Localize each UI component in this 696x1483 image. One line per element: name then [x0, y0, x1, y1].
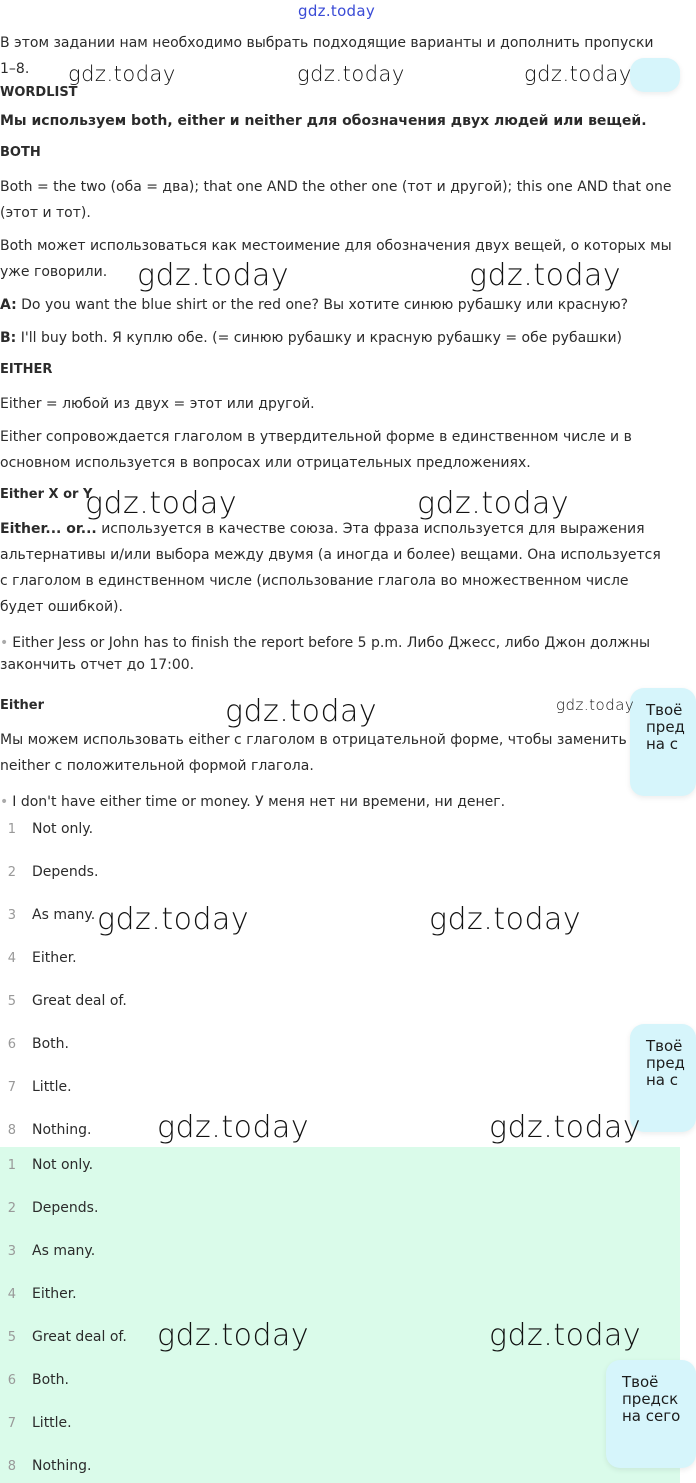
answer-text: As many.	[32, 907, 96, 923]
watermark: gdz.today	[68, 62, 176, 86]
answer-number: 5	[7, 994, 16, 1009]
either-negative-example	[0, 791, 660, 813]
answer-row	[0, 1282, 77, 1306]
answer-number: 2	[7, 1201, 16, 1216]
answer-row	[0, 1196, 98, 1220]
both-definition: Both = the two (оба = два); that one AND the other one (тот и другой); this one AND that one (этот и тот).	[0, 179, 672, 221]
answer-text: As many.	[32, 1243, 96, 1259]
site-logo[interactable]: gdz.today	[298, 2, 376, 20]
example-a-label: A:	[0, 297, 17, 313]
example-b-text: I'll buy both. Я куплю обе. (= синюю рубашку и красную рубашку = обе рубашки)	[16, 330, 622, 346]
bullet-dot: •	[0, 794, 9, 810]
answer-row	[0, 1075, 72, 1099]
example-b-label: B:	[0, 330, 17, 346]
answer-number: 6	[7, 1373, 16, 1388]
watermark: gdz.today	[429, 902, 582, 937]
answer-text: Little.	[32, 1079, 72, 1095]
answer-text: Great deal of.	[32, 1329, 127, 1345]
answer-text: Both.	[32, 1036, 69, 1052]
intro-text: В этом задании нам необходимо выбрать подходящие варианты и дополнить пропуски 1–8.	[0, 35, 654, 77]
answer-number: 6	[7, 1037, 16, 1052]
usage-intro: Мы используем both, either и neither для обозначения двух людей или вещей.	[0, 113, 647, 129]
answer-number: 5	[7, 1330, 16, 1345]
answer-text: Nothing.	[32, 1458, 92, 1474]
watermark: gdz.today	[97, 902, 250, 937]
either-negative-example-text: I don't have either time or money. У меня нет ни времени, ни денег.	[12, 794, 506, 810]
answer-number: 4	[7, 951, 16, 966]
answer-text: Great deal of.	[32, 993, 127, 1009]
answer-row	[0, 1118, 92, 1142]
answer-number: 1	[7, 1158, 16, 1173]
either-definition: Either = любой из двух = этот или другой.	[0, 396, 315, 412]
watermark: gdz.today	[85, 486, 238, 521]
watermark: gdz.today	[225, 694, 378, 729]
answer-number: 8	[7, 1123, 16, 1138]
both-pronoun-text: Both может использоваться как местоимение для обозначения двух вещей, о которых мы уже говорили.	[0, 238, 672, 280]
answer-number: 4	[7, 1287, 16, 1302]
answer-row	[0, 1454, 92, 1478]
watermark: gdz.today	[556, 696, 635, 714]
either-or-label: Either... or...	[0, 521, 97, 537]
example-b	[0, 325, 672, 351]
watermark: gdz.today	[157, 1318, 310, 1353]
answer-text: Either.	[32, 950, 77, 966]
either-negative-heading: Either	[0, 698, 45, 713]
answer-row	[0, 1153, 93, 1177]
watermark: gdz.today	[524, 62, 632, 86]
answer-text: Both.	[32, 1372, 69, 1388]
either-usage-text: Either сопровождается глаголом в утвердительной форме в единственном числе и в основном используется в вопросах или отрицательных предложениях.	[0, 429, 632, 471]
answer-row	[0, 1325, 127, 1349]
watermark: gdz.today	[489, 1110, 642, 1145]
answer-row	[0, 989, 127, 1013]
answer-row	[0, 1032, 69, 1056]
answer-row	[0, 860, 98, 884]
answer-number: 7	[7, 1080, 16, 1095]
answer-row	[0, 1411, 72, 1435]
promo-bubble[interactable]: Твоё предск на сего	[606, 1360, 696, 1468]
watermark: gdz.today	[469, 258, 622, 293]
either-x-or-y-heading: Either X or Y	[0, 487, 93, 502]
answer-text: Little.	[32, 1415, 72, 1431]
answer-number: 1	[7, 822, 16, 837]
either-or-example-text: Either Jess or John has to finish the report before 5 p.m. Либо Джесс, либо Джон должны закончить отчет до 17:00.	[0, 635, 651, 673]
answer-text: Either.	[32, 1286, 77, 1302]
wordlist-heading: WORDLIST	[0, 85, 78, 100]
answer-row	[0, 1239, 95, 1263]
answer-text: Nothing.	[32, 1122, 92, 1138]
either-or-example	[0, 632, 660, 676]
promo-bubble[interactable]: Твоё пред на с	[630, 688, 696, 796]
either-or-text	[0, 516, 672, 620]
answer-row	[0, 903, 95, 927]
example-a	[0, 292, 672, 318]
example-a-text: Do you want the blue shirt or the red one? Вы хотите синюю рубашку или красную?	[16, 297, 629, 313]
answer-text: Not only.	[32, 1157, 94, 1173]
answer-number: 3	[7, 1244, 16, 1259]
watermark: gdz.today	[417, 486, 570, 521]
answer-row	[0, 946, 77, 970]
answer-text: Depends.	[32, 1200, 99, 1216]
both-heading: BOTH	[0, 145, 41, 160]
answer-row	[0, 817, 93, 841]
answer-number: 2	[7, 865, 16, 880]
answer-text: Not only.	[32, 821, 94, 837]
watermark: gdz.today	[157, 1110, 310, 1145]
either-negative-text: Мы можем использовать either с глаголом в отрицательной форме, чтобы заменить neither с положительной формой глагола.	[0, 732, 627, 774]
either-heading: EITHER	[0, 362, 53, 377]
answer-number: 8	[7, 1459, 16, 1474]
promo-bubble[interactable]: Твоё пред на с	[630, 1024, 696, 1132]
answer-highlight-block	[0, 1147, 680, 1483]
watermark: gdz.today	[489, 1318, 642, 1353]
bullet-dot: •	[0, 635, 9, 651]
answer-number: 7	[7, 1416, 16, 1431]
answer-number: 3	[7, 908, 16, 923]
watermark: gdz.today	[297, 62, 405, 86]
either-or-description: используется в качестве союза. Эта фраза используется для выражения альтернативы и/или выбора между двумя (а иногда и более) вещами. Она используется с глаголом в единственном числе (использование глагола во множественном числе будет ошибкой).	[0, 521, 661, 615]
promo-bubble[interactable]	[630, 58, 680, 92]
watermark: gdz.today	[137, 258, 290, 293]
answer-row	[0, 1368, 69, 1392]
answer-text: Depends.	[32, 864, 99, 880]
